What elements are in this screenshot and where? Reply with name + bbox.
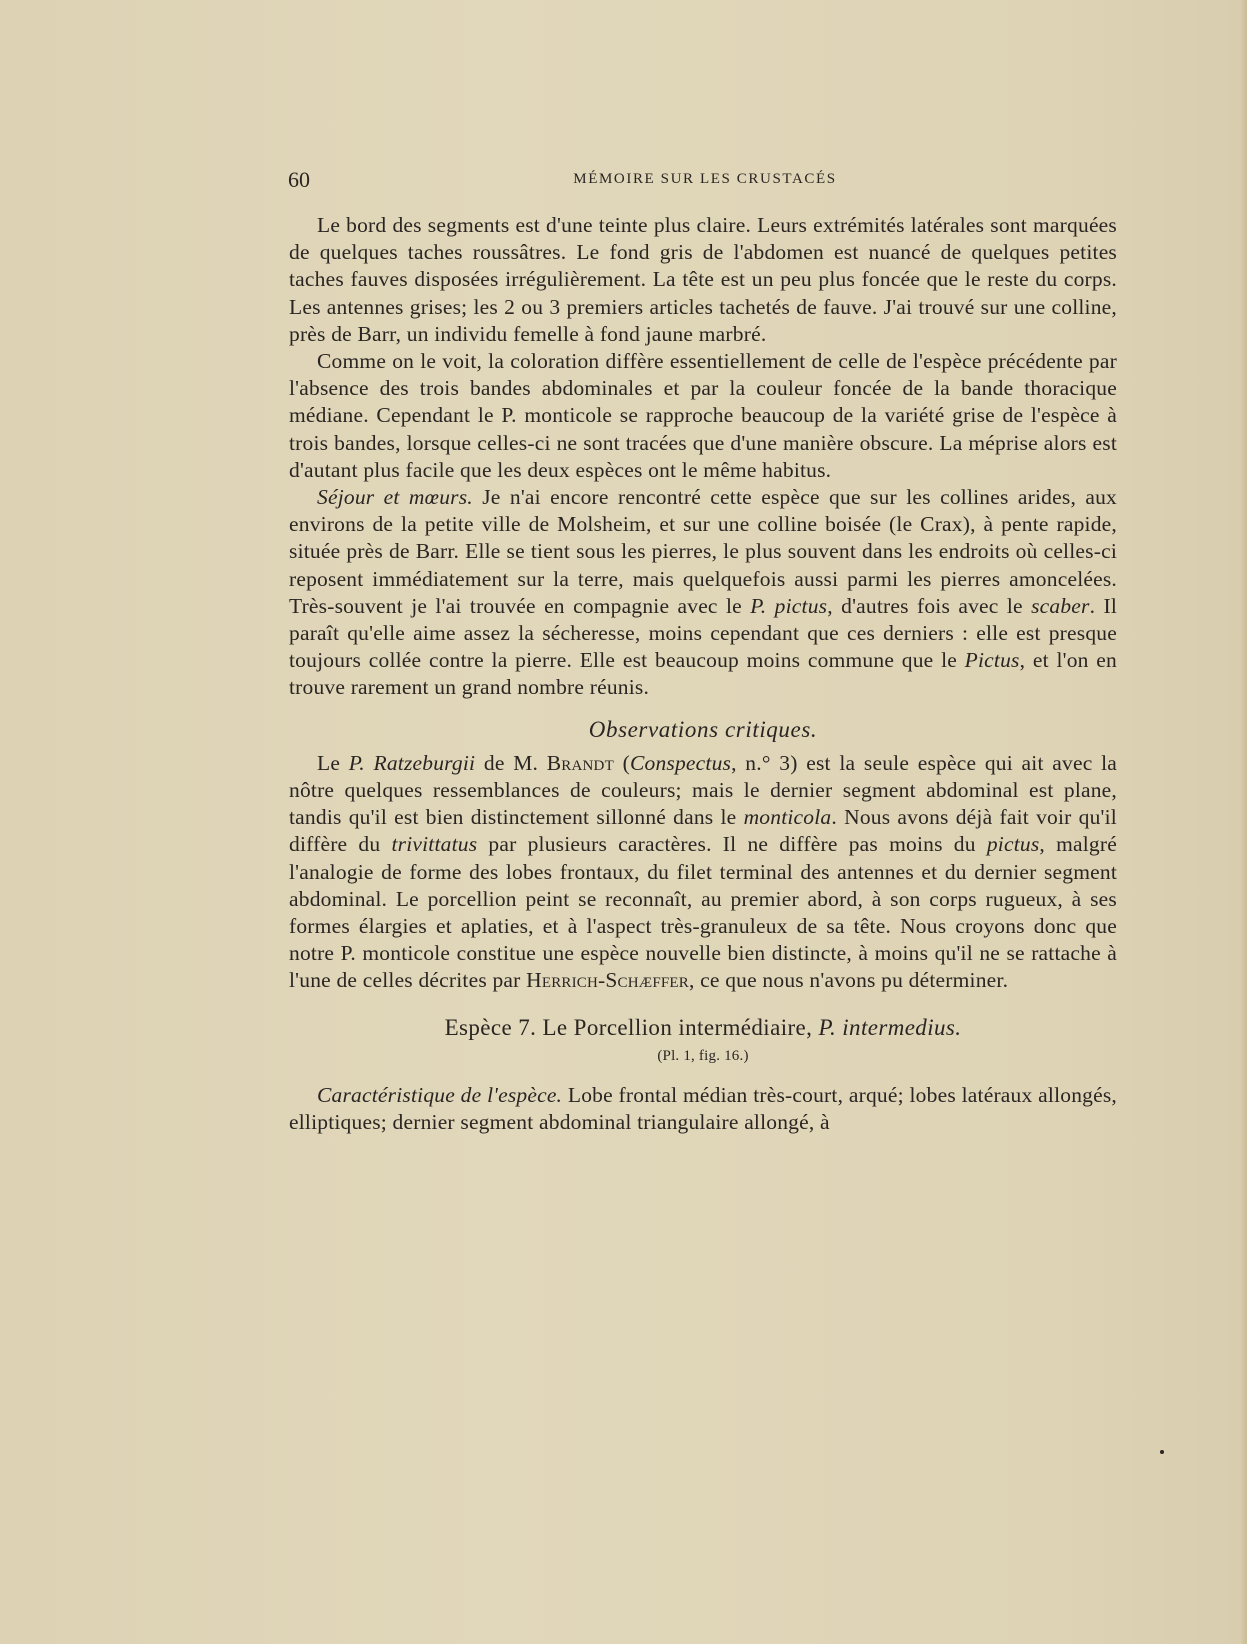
species-heading — [289, 1014, 1117, 1041]
paragraph-coloration: Le bord des segments est d'une teinte plus claire. Leurs extrémités latérales sont marquées de quelques taches roussâtres. Le fond gris de l'abdomen est nuancé de quelques petites taches fauves disposées irrégulièrement. La tête est un peu plus foncée que le reste du corps. Les antennes grises; les 2 ou 3 premiers articles tachetés de fauve. J'ai trouvé sur une colline, près de Barr, un individu femelle à fond jaune marbré. — [289, 213, 1117, 346]
species-latin-name: P. intermedius. — [818, 1014, 962, 1040]
habitat-lead: Séjour et mœurs. — [317, 485, 473, 510]
obs-text: . Nous avons déjà fait voir qu'il diffère du — [289, 805, 1117, 857]
paragraph-comparison: Comme on le voit, la coloration diffère essentiellement de celle de l'espèce précédente par l'absence des trois bandes abdominales et par la couleur foncée de la bande thoracique médiane. Cependant le P. monticole se rapproche beaucoup de la variété grise de l'espèce à trois bandes, lorsque celles-ci ne sont tracées que d'une manière obscure. La méprise alors est d'autant plus facile que les deux espèces ont le même habitus. — [289, 349, 1117, 482]
obs-text: ( — [613, 750, 630, 775]
paragraph-characteristics — [289, 1082, 1117, 1136]
obs-text: , n.° 3) est la seule espèce qui ait avec la nôtre quelques ressemblances de couleurs; mais le dernier segment abdominal est plane, tandis qu'il est bien distinctement sillonné dans le — [289, 750, 1117, 830]
author-name: Herrich-Schæffer — [526, 968, 689, 993]
body-text — [289, 212, 1117, 1137]
page-number: 60 — [288, 167, 310, 192]
characteristics-lead: Caractéristique de l'espèce. — [317, 1083, 563, 1108]
paragraph-critical-observations — [289, 750, 1117, 995]
ink-speck — [1160, 1450, 1164, 1454]
taxon-name: pictus — [986, 832, 1040, 857]
obs-text: par plusieurs caractères. Il ne diffère pas moins du — [477, 832, 987, 857]
habitat-text: , et l'on en trouve rarement un grand nombre réunis. — [289, 648, 1117, 700]
taxon-name: Pictus — [964, 648, 1020, 673]
running-title: MÉMOIRE SUR LES CRUSTACÉS — [573, 171, 837, 187]
taxon-name: scaber — [1031, 593, 1090, 618]
page-header — [288, 167, 1094, 193]
page-edge — [1241, 0, 1247, 1644]
taxon-name: trivittatus — [391, 832, 478, 857]
obs-text: Le — [317, 750, 349, 775]
paragraph-habitat — [289, 484, 1117, 702]
taxon-name: P. Ratzeburgii — [348, 750, 476, 775]
habitat-text: Je n'ai encore rencontré cette espèce que sur les collines arides, aux environs de la petite ville de Molsheim, et sur une colline boisée (le Crax), à pente rapide, située près de Barr. Elle se tient sous les pierres, le plus souvent dans les endroits où celles-ci reposent immédiatement sur la terre, mais quelquefois aussi parmi les pierres amoncelées. Très-souvent je l'ai trouvée en compagnie avec le — [289, 485, 1118, 618]
species-heading-text: Espèce 7. Le Porcellion intermédiaire, — [444, 1014, 819, 1040]
author-name: Brandt — [546, 750, 614, 775]
habitat-text: . Il paraît qu'elle aime assez la sécheresse, moins cependant que ces derniers : elle est presque toujours collée contre la pierre. Elle est beaucoup moins commune que le — [289, 593, 1118, 673]
taxon-name: P. pictus — [750, 593, 828, 618]
work-title: Conspectus — [629, 750, 732, 775]
habitat-text: , d'autres fois avec le — [827, 593, 1032, 618]
plate-reference: (Pl. 1, fig. 16.) — [657, 1047, 749, 1064]
section-heading: Observations critiques. — [588, 716, 818, 742]
taxon-name: monticola — [743, 805, 832, 830]
characteristics-text: Lobe frontal médian très-court, arqué; lobes latéraux allongés, elliptiques; dernier segment abdominal triangulaire allongé, à — [289, 1083, 1117, 1135]
obs-text: , malgré l'analogie de forme des lobes frontaux, du filet terminal des antennes et du dernier segment abdominal. Le porcellion peint se reconnaît, au premier abord, à son corps rugueux, à ses formes élargies et aplaties, et à l'aspect très-granuleux de sa tête. Nous croyons donc que notre P. monticole constitue une espèce nouvelle bien distincte, à moins qu'il ne se rattache à l'une de celles décrites par — [289, 832, 1117, 993]
obs-text: , ce que nous n'avons pu déterminer. — [689, 968, 1009, 993]
obs-text: de M. — [475, 750, 547, 775]
